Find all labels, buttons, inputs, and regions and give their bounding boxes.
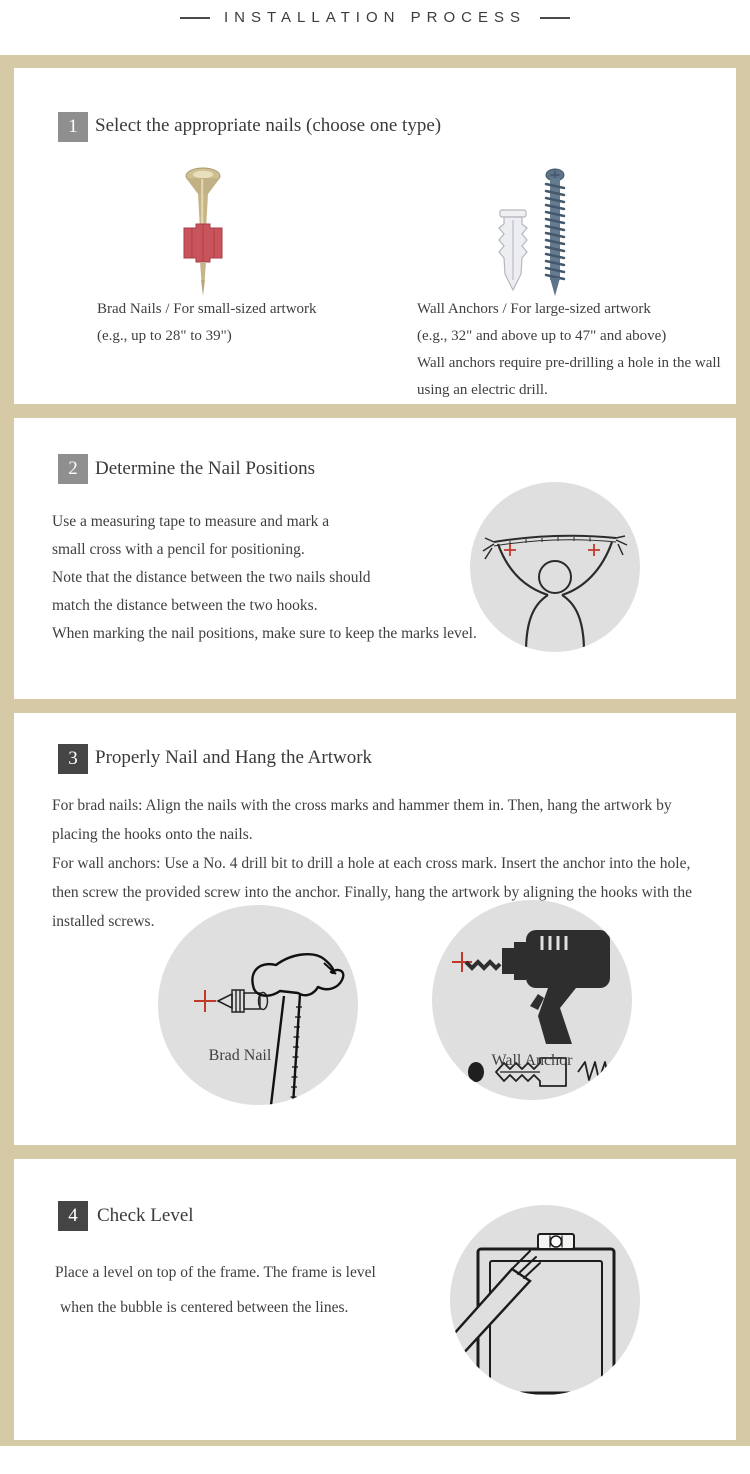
instruction-line: small cross with a pencil for positioning. [52, 541, 305, 558]
instruction-line: then screw the provided screw into the anchor. Finally, hang the artwork by aligning the hooks with the [52, 884, 692, 901]
step-2-number-badge: 2 [58, 454, 88, 484]
caption-line: (e.g., 32" and above up to 47" and above) [417, 328, 667, 344]
instruction-line: For brad nails: Align the nails with the cross marks and hammer them in. Then, hang the artwork by [52, 797, 672, 814]
step-1-heading: Select the appropriate nails (choose one type) [95, 115, 442, 136]
instruction-line: Place a level on top of the frame. The frame is level [55, 1264, 376, 1281]
brad-nail-photo-icon [170, 164, 236, 298]
step-3-heading: Properly Nail and Hang the Artwork [95, 747, 373, 768]
installation-steps-panel [0, 55, 750, 1446]
step-3-card [14, 713, 736, 1145]
instruction-line: when the bubble is centered between the lines. [60, 1299, 349, 1316]
instruction-line: Use a measuring tape to measure and mark a [52, 513, 330, 530]
page-header [0, 0, 750, 55]
wall-anchor-photo-icon [494, 164, 578, 298]
step-2-instructions [52, 508, 477, 648]
caption-line: using an electric drill. [417, 382, 548, 398]
caption-line: Wall Anchors / For large-sized artwork [417, 301, 651, 317]
wall-anchor-label: Wall Anchor [491, 1052, 573, 1069]
brad-nail-label: Brad Nail [208, 1047, 272, 1064]
instruction-line: Note that the distance between the two nails should [52, 569, 371, 586]
caption-line: Brad Nails / For small-sized artwork [97, 301, 317, 317]
step-4-number-badge: 4 [58, 1201, 88, 1231]
step-4-card [14, 1159, 736, 1440]
instruction-line: installed screws. [52, 913, 155, 930]
check-level-illustration [450, 1205, 640, 1395]
title-dash-left [180, 17, 210, 19]
step-2-heading: Determine the Nail Positions [95, 458, 316, 479]
level-on-frame-icon [450, 1205, 640, 1395]
instruction-line: placing the hooks onto the nails. [52, 826, 253, 843]
measuring-person-icon [470, 482, 640, 652]
caption-line: (e.g., up to 28" to 39") [97, 328, 232, 344]
measuring-illustration [470, 482, 640, 652]
instruction-line: When marking the nail positions, make sure to keep the marks level. [52, 625, 477, 642]
instruction-line: For wall anchors: Use a No. 4 drill bit to drill a hole at each cross mark. Insert the anchor into the hole, [52, 855, 691, 872]
step-4-instructions [55, 1255, 376, 1325]
title-dash-right [540, 17, 570, 19]
caption-line: Wall anchors require pre-drilling a hole in the wall [417, 355, 721, 371]
step-1-number-badge: 1 [58, 112, 88, 142]
instruction-line: match the distance between the two hooks. [52, 597, 318, 614]
step-3-number-badge: 3 [58, 744, 88, 774]
wall-anchor-caption [417, 296, 721, 404]
step-3-instructions [52, 791, 692, 936]
step-1-card [14, 68, 736, 404]
brad-nail-caption [97, 296, 317, 350]
step-4-heading: Check Level [97, 1205, 194, 1226]
step-2-card [14, 418, 736, 699]
page-title: INSTALLATION PROCESS [224, 9, 526, 26]
